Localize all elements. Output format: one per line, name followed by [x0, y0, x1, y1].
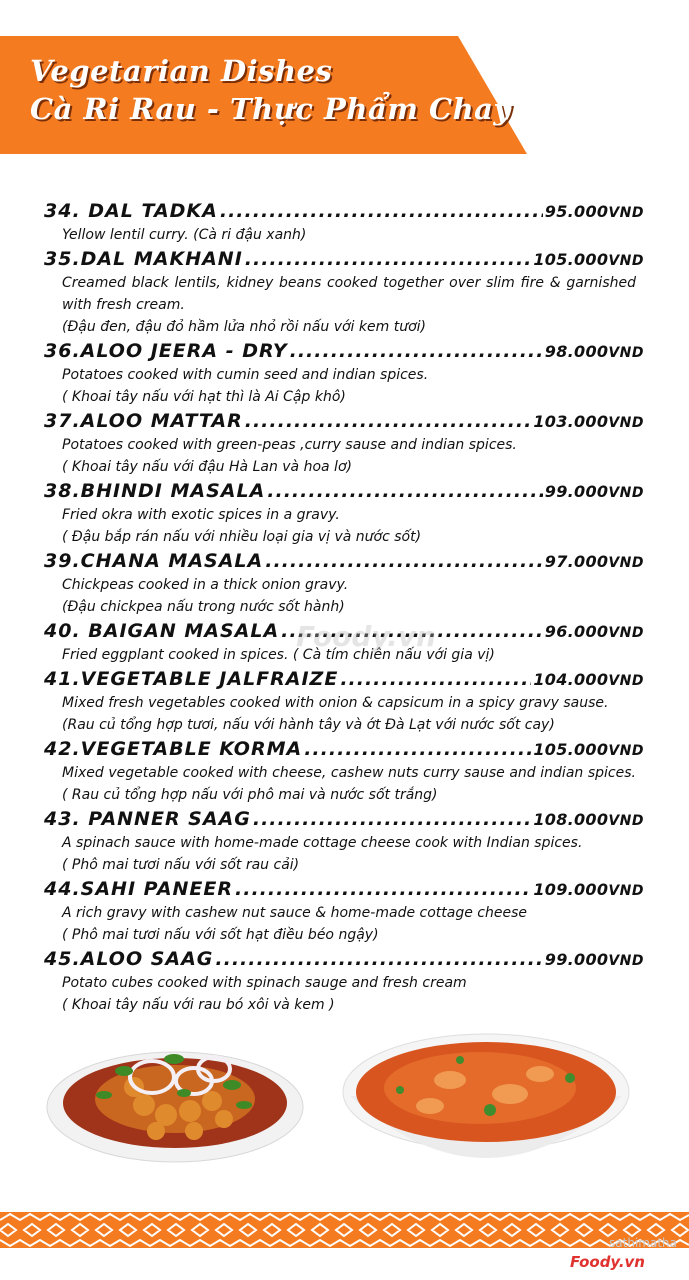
dish-price [533, 669, 644, 692]
dish-price [533, 411, 644, 434]
price-currency: VND [608, 953, 644, 969]
price-currency: VND [608, 673, 644, 689]
menu-item [44, 480, 644, 548]
dish-price [545, 341, 644, 364]
price-value: 96.000 [544, 622, 609, 641]
dish-name: 39.CHANA MASALA [44, 550, 264, 572]
menu-item [44, 410, 644, 478]
dish-price [533, 879, 644, 902]
chana-masala-photo [44, 1035, 306, 1169]
menu-item-header [44, 948, 644, 972]
dish-name: 42.VEGETABLE KORMA [44, 738, 303, 760]
dish-price [545, 949, 644, 972]
dish-description: Chickpeas cooked in a thick onion gravy. [62, 577, 349, 593]
dish-description: Fried okra with exotic spices in a gravy. [62, 507, 340, 523]
dot-leader [267, 480, 542, 502]
dot-leader [220, 200, 543, 222]
menu-item [44, 738, 644, 806]
dish-description: ( Khoai tây nấu với hạt thì là Ai Cập khô) [62, 389, 346, 405]
price-value: 109.000 [533, 880, 609, 899]
menu-item-header [44, 200, 644, 224]
dish-description: A rich gravy with cashew nut sauce & home-made cottage cheese [62, 905, 527, 921]
menu-item-header [44, 808, 644, 832]
dish-price [545, 481, 644, 504]
price-value: 108.000 [533, 810, 609, 829]
dot-leader [265, 550, 543, 572]
price-value: 99.000 [544, 482, 609, 501]
dish-name: 41.VEGETABLE JALFRAIZE [44, 668, 339, 690]
menu-item-header [44, 340, 644, 364]
dish-name: 36.ALOO JEERA - DRY [44, 340, 288, 362]
menu-item [44, 248, 644, 338]
dish-name: 43. PANNER SAAG [44, 808, 251, 830]
menu-item [44, 550, 644, 618]
dish-price [533, 249, 644, 272]
dot-leader [340, 668, 531, 690]
dish-name: 34. DAL TADKA [44, 200, 218, 222]
price-value: 99.000 [544, 950, 609, 969]
title-vietnamese: Cà Ri Rau - Thực Phẩm Chay [30, 92, 511, 126]
price-currency: VND [608, 205, 644, 221]
price-currency: VND [608, 253, 644, 269]
dish-description: (Đậu đen, đậu đỏ hầm lửa nhỏ rồi nấu với kem tươi) [62, 319, 426, 335]
dot-leader [304, 738, 531, 760]
dish-description: Potato cubes cooked with spinach sauge and fresh cream [62, 975, 467, 991]
footer-pattern [0, 1212, 689, 1248]
price-currency: VND [608, 813, 644, 829]
dish-price [545, 551, 644, 574]
menu-item [44, 340, 644, 408]
menu-item [44, 948, 644, 1016]
dish-description: ( Khoai tây nấu với đậu Hà Lan và hoa lơ) [62, 459, 352, 475]
menu-item-header [44, 410, 644, 434]
dot-leader [235, 878, 531, 900]
price-currency: VND [608, 625, 644, 641]
menu-item-header [44, 878, 644, 902]
price-value: 105.000 [533, 250, 609, 269]
price-value: 103.000 [533, 412, 609, 431]
foody-logo: Foody.vn [570, 1253, 645, 1271]
menu-item-header [44, 738, 644, 762]
dish-description: Potatoes cooked with green-peas ,curry sause and indian spices. [62, 437, 517, 453]
menu-list [44, 200, 644, 1018]
dish-price [533, 809, 644, 832]
dish-description: Fried eggplant cooked in spices. ( Cà tím chiên nấu với gia vị) [62, 647, 495, 663]
dish-name: 44.SAHI PANEER [44, 878, 234, 900]
dot-leader [245, 410, 532, 432]
menu-item-header [44, 480, 644, 504]
price-value: 98.000 [544, 342, 609, 361]
dot-leader [290, 340, 543, 362]
dish-description: Creamed black lentils, kidney beans cooked together over slim fire & garnished with fresh cream. [62, 275, 636, 313]
menu-item-header [44, 668, 644, 692]
dish-name: 35.DAL MAKHANI [44, 248, 243, 270]
dish-description: A spinach sauce with home-made cottage cheese cook with Indian spices. [62, 835, 583, 851]
dish-description: (Đậu chickpea nấu trong nước sốt hành) [62, 599, 345, 615]
menu-item [44, 200, 644, 246]
dish-name: 38.BHINDI MASALA [44, 480, 266, 502]
menu-item [44, 878, 644, 946]
dish-description: Yellow lentil curry. (Cà ri đậu xanh) [62, 227, 307, 243]
price-value: 95.000 [544, 202, 609, 221]
dish-name: 40. BAIGAN MASALA [44, 620, 280, 642]
dish-description: ( Phô mai tươi nấu với sốt rau cải) [62, 857, 300, 873]
dish-description: ( Phô mai tươi nấu với sốt hạt điều béo ngậy) [62, 927, 379, 943]
price-value: 105.000 [533, 740, 609, 759]
dish-name: 45.ALOO SAAG [44, 948, 214, 970]
dish-description: (Rau củ tổng hợp tươi, nấu với hành tây và ớt Đà Lạt với nước sốt cay) [62, 717, 555, 733]
menu-item-header [44, 248, 644, 272]
dish-price [545, 621, 644, 644]
price-currency: VND [608, 555, 644, 571]
price-currency: VND [608, 415, 644, 431]
header-banner [0, 36, 530, 154]
dot-leader [215, 948, 542, 970]
price-value: 97.000 [544, 552, 609, 571]
dish-description: ( Đậu bắp rán nấu với nhiều loại gia vị và nước sốt) [62, 529, 422, 545]
dot-leader [245, 248, 532, 270]
dish-price [545, 201, 644, 224]
dish-price [533, 739, 644, 762]
menu-item-header [44, 550, 644, 574]
dish-description: Mixed fresh vegetables cooked with onion & capsicum in a spicy gravy sause. [62, 695, 609, 711]
dish-description: ( Khoai tây nấu với rau bó xôi và kem ) [62, 997, 335, 1013]
user-watermark: sathimatha [609, 1236, 677, 1250]
price-currency: VND [608, 485, 644, 501]
vegetable-curry-photo [340, 1030, 632, 1184]
price-currency: VND [608, 883, 644, 899]
page-title [30, 52, 511, 128]
dish-name: 37.ALOO MATTAR [44, 410, 243, 432]
title-english: Vegetarian Dishes [30, 54, 333, 88]
price-value: 104.000 [533, 670, 609, 689]
dish-description: Mixed vegetable cooked with cheese, cashew nuts curry sause and indian spices. ( Rau củ tổng hợp nấu với phô mai và nước sốt trắng) [62, 765, 636, 803]
dish-description: Potatoes cooked with cumin seed and indian spices. [62, 367, 429, 383]
menu-item [44, 808, 644, 876]
menu-item [44, 668, 644, 736]
dot-leader [253, 808, 531, 830]
price-currency: VND [608, 743, 644, 759]
price-currency: VND [608, 345, 644, 361]
center-watermark: Foody.vn [296, 620, 436, 653]
